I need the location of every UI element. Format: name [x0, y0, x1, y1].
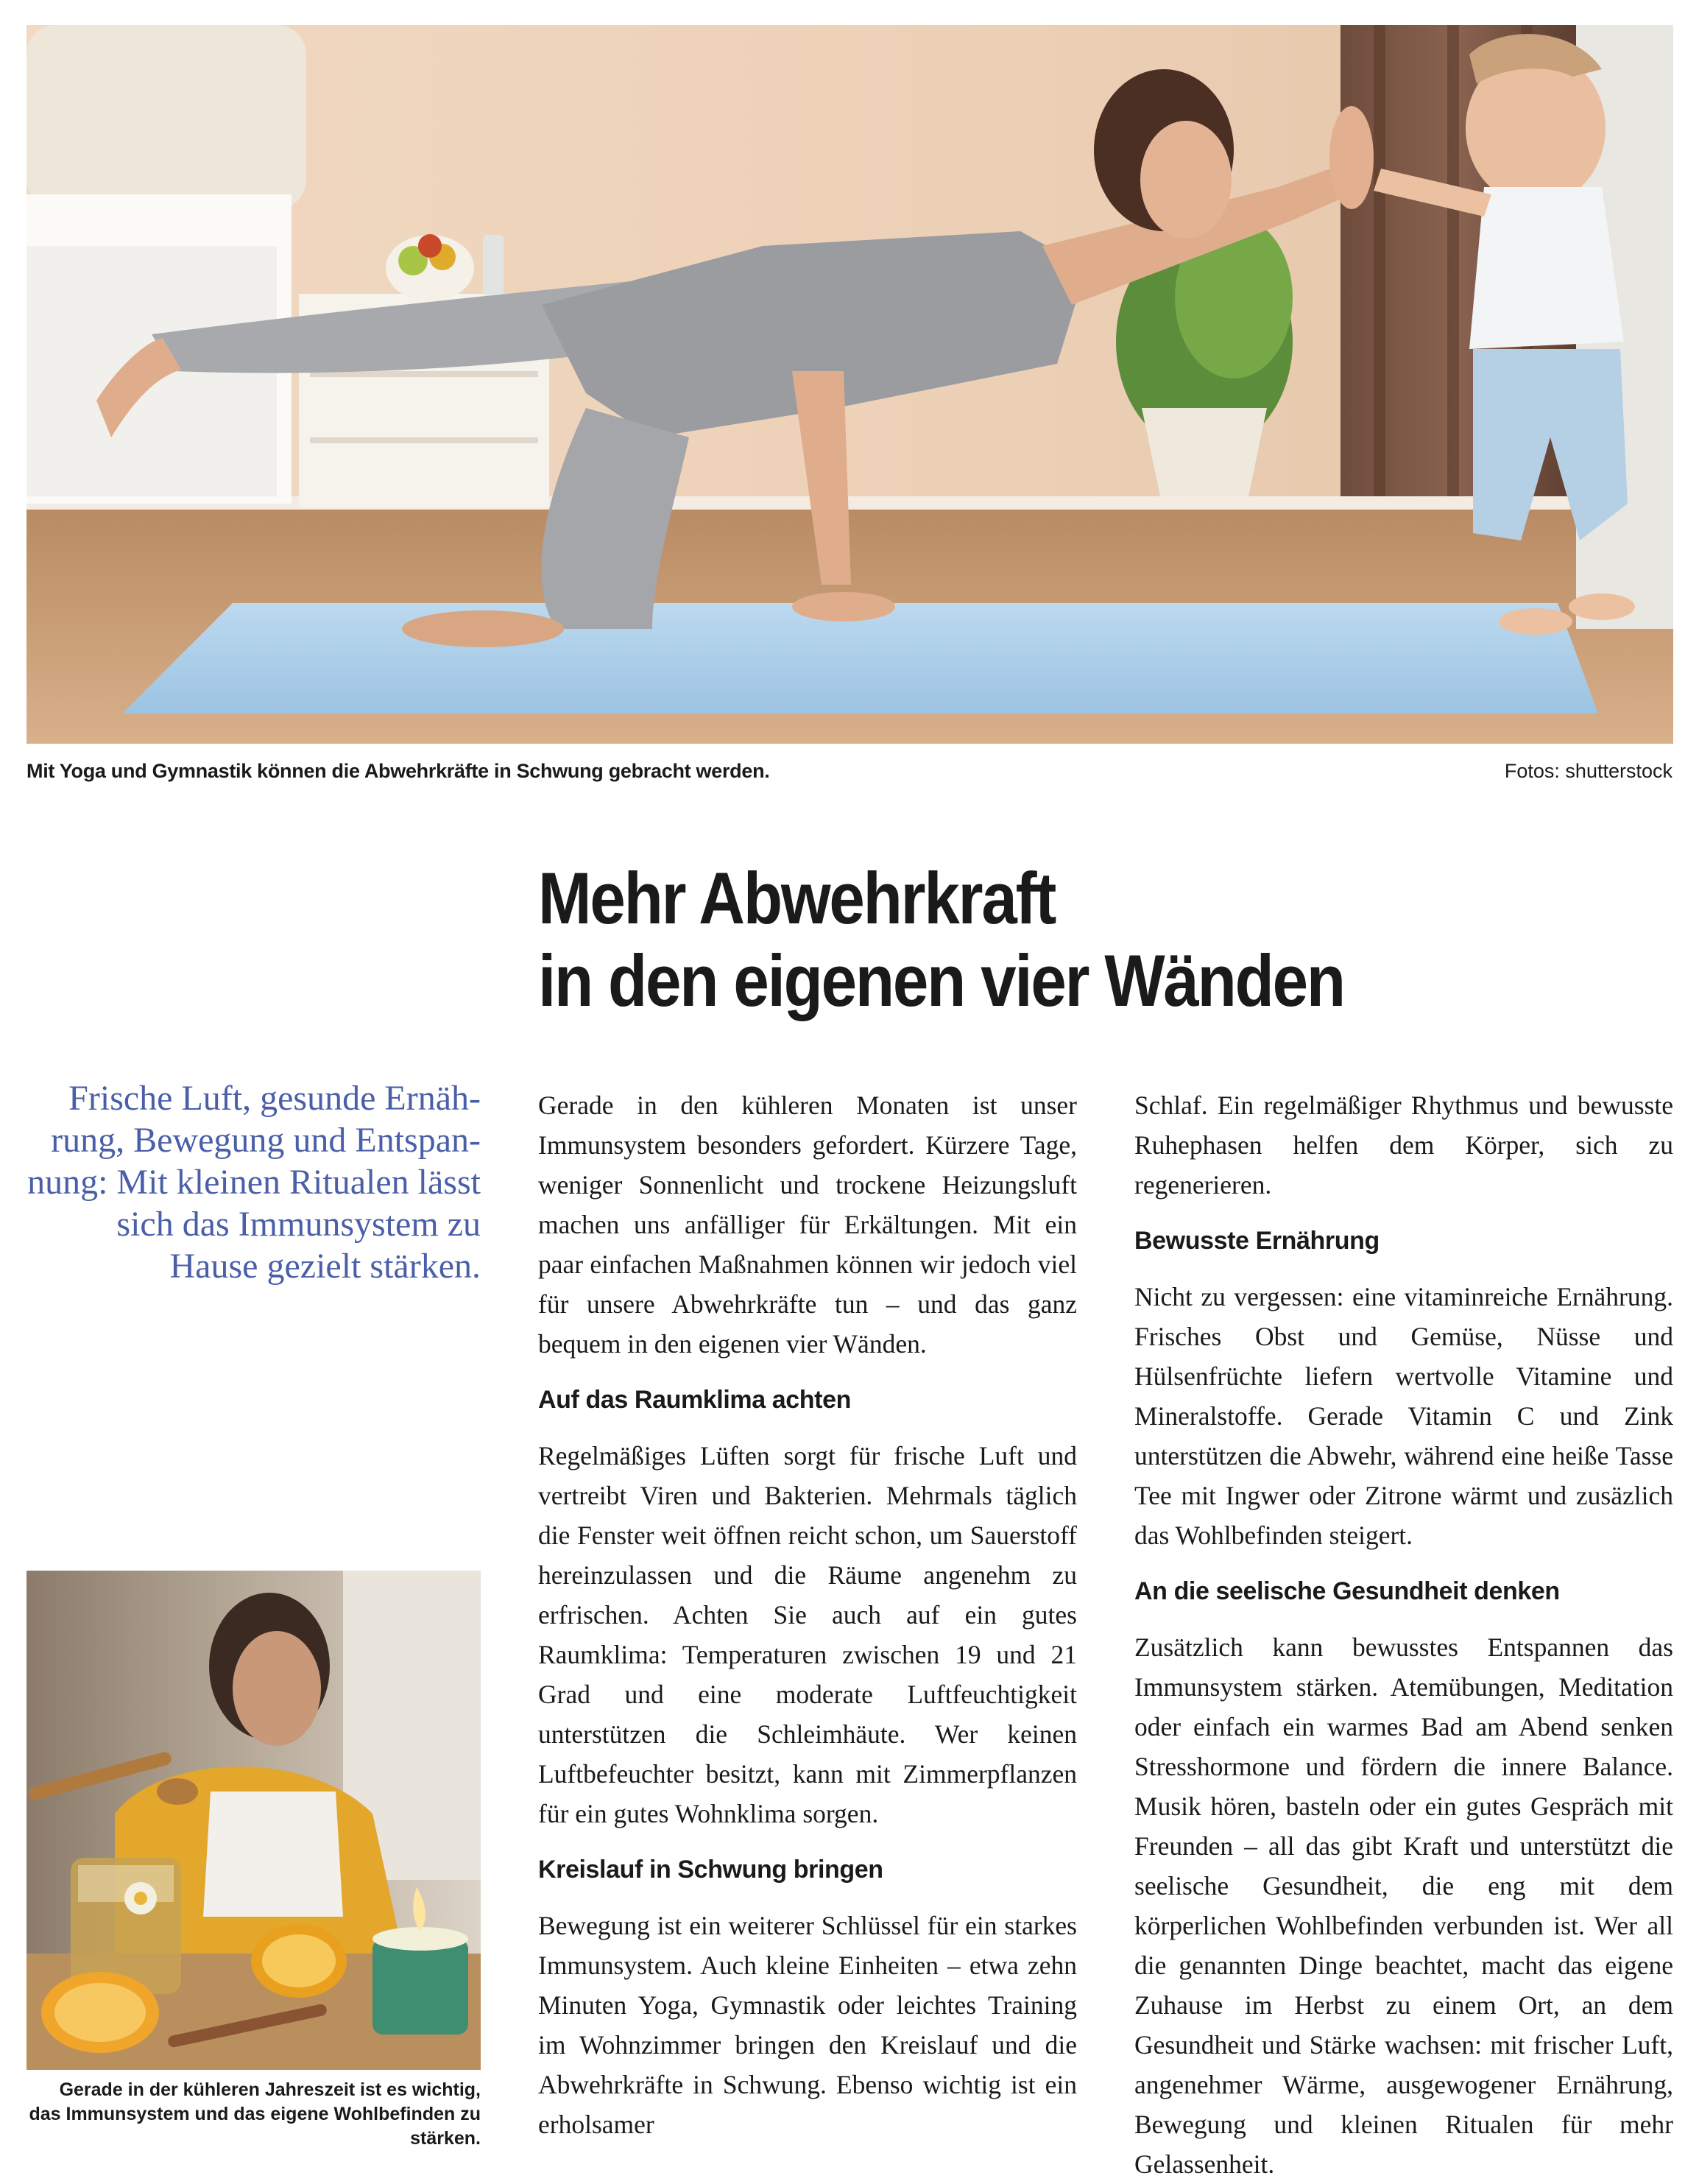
section-heading-seelische-gesundheit: An die seelische Gesundheit denken: [1134, 1577, 1560, 1605]
inset-photo: [27, 1571, 481, 2070]
hero-photo-caption: Mit Yoga und Gymnastik können die Abwehrkräfte in Schwung gebracht werden.: [27, 760, 770, 782]
article-column-right: [1134, 1085, 1673, 2184]
section-body-ernaehrung: Nicht zu vergessen: eine vitaminreiche Ernährung. Frisches Obst und Gemüse, Nüsse und Hülsenfrüchte liefern wertvolle Vitamine und Mineralstoffe. Gerade Vitamin C und Zink unterstützen die Abwehr, während eine heiße Tasse Tee mit Ingwer oder Zitrone wärmt und zusäzlich das Wohlbefinden steigert.: [1134, 1282, 1673, 1550]
inset-photo-caption: Gerade in der kühleren Jahreszeit ist es wichtig, das Immunsystem und das eigene Wohlbefinden zu stärken.: [29, 2079, 481, 2149]
hero-photo: [27, 25, 1673, 744]
article-headline: [538, 857, 1445, 1022]
headline-line-1: Mehr Abwehrkraft: [538, 857, 1056, 939]
section-heading-raumklima: Auf das Raumklima achten: [538, 1386, 851, 1414]
headline-line-2: in den eigenen vier Wänden: [538, 940, 1344, 1021]
section-body-seelische-gesundheit: Zusätzlich kann bewusstes Entspannen das Immunsystem stärken. Atemübungen, Meditation oder einfach ein warmes Bad am Abend senken Stresshormone und fördern die innere Balance. Musik hören, basteln oder ein gutes Gespräch mit Freunden – all das gibt Kraft und unterstützt die seelische Gesundheit, die eng mit dem körperlichen Wohlbefinden verbunden ist. Wer all die genannten Dinge beachtet, macht das eigene Zuhause im Herbst zu einem Ort, an dem Gesundheit und Stärke wachsen: mit frischer Luft, angenehmer Wärme, ausgewogener Ernährung, Bewegung und kleinen Ritualen für mehr Gelassenheit.: [1134, 1632, 1673, 2179]
article-column-middle: [538, 1085, 1077, 2144]
article-teaser: Frische Luft, gesunde Ernährung, Bewegung und Entspannung: Mit kleinen Ritualen lässt sich das Immunsystem zu Hause gezielt stärken.: [27, 1079, 481, 1286]
section-body-raumklima: Regelmäßiges Lüften sorgt für frische Luft und vertreibt Viren und Bakterien. Mehrmals täglich die Fenster weit öffnen reicht schon, um Sauerstoff hereinzulassen und die Räume angenehm zu erfrischen. Achten Sie auch auf ein gutes Raumklima: Temperaturen zwischen 19 und 21 Grad und eine moderate Luftfeuchtigkeit unterstützen die Schleimhäute. Wer keinen Luftbefeuchter besitzt, kann mit Zimmerpflanzen für ein gutes Wohnklima sorgen.: [538, 1441, 1077, 1828]
photo-credit: Fotos: shutterstock: [1504, 760, 1672, 782]
section-heading-kreislauf: Kreislauf in Schwung bringen: [538, 1856, 883, 1884]
article-intro: Gerade in den kühleren Monaten ist unser Immunsystem besonders gefordert. Kürzere Tage, weniger Sonnenlicht und trockene Heizungsluft machen uns anfälliger für Erkältungen. Mit ein paar einfachen Maßnahmen können wir jedoch viel für unsere Abwehrkräfte tun – und das ganz bequem in den eigenen vier Wänden.: [538, 1091, 1077, 1359]
section-heading-ernaehrung: Bewusste Ernährung: [1134, 1227, 1380, 1255]
section-body-kreislauf: Bewegung ist ein weiterer Schlüssel für ein starkes Immunsystem. Auch kleine Einheiten – etwa zehn Minuten Yoga, Gymnastik oder leichtes Training im Wohnzimmer bringen den Kreislauf und die Abwehrkräfte in Schwung. Ebenso wichtig ist ein erholsamer: [538, 1911, 1077, 2139]
section-body-kreislauf-continued: Schlaf. Ein regelmäßiger Rhythmus und bewusste Ruhephasen helfen dem Körper, sich zu regenerieren.: [1134, 1091, 1673, 1200]
